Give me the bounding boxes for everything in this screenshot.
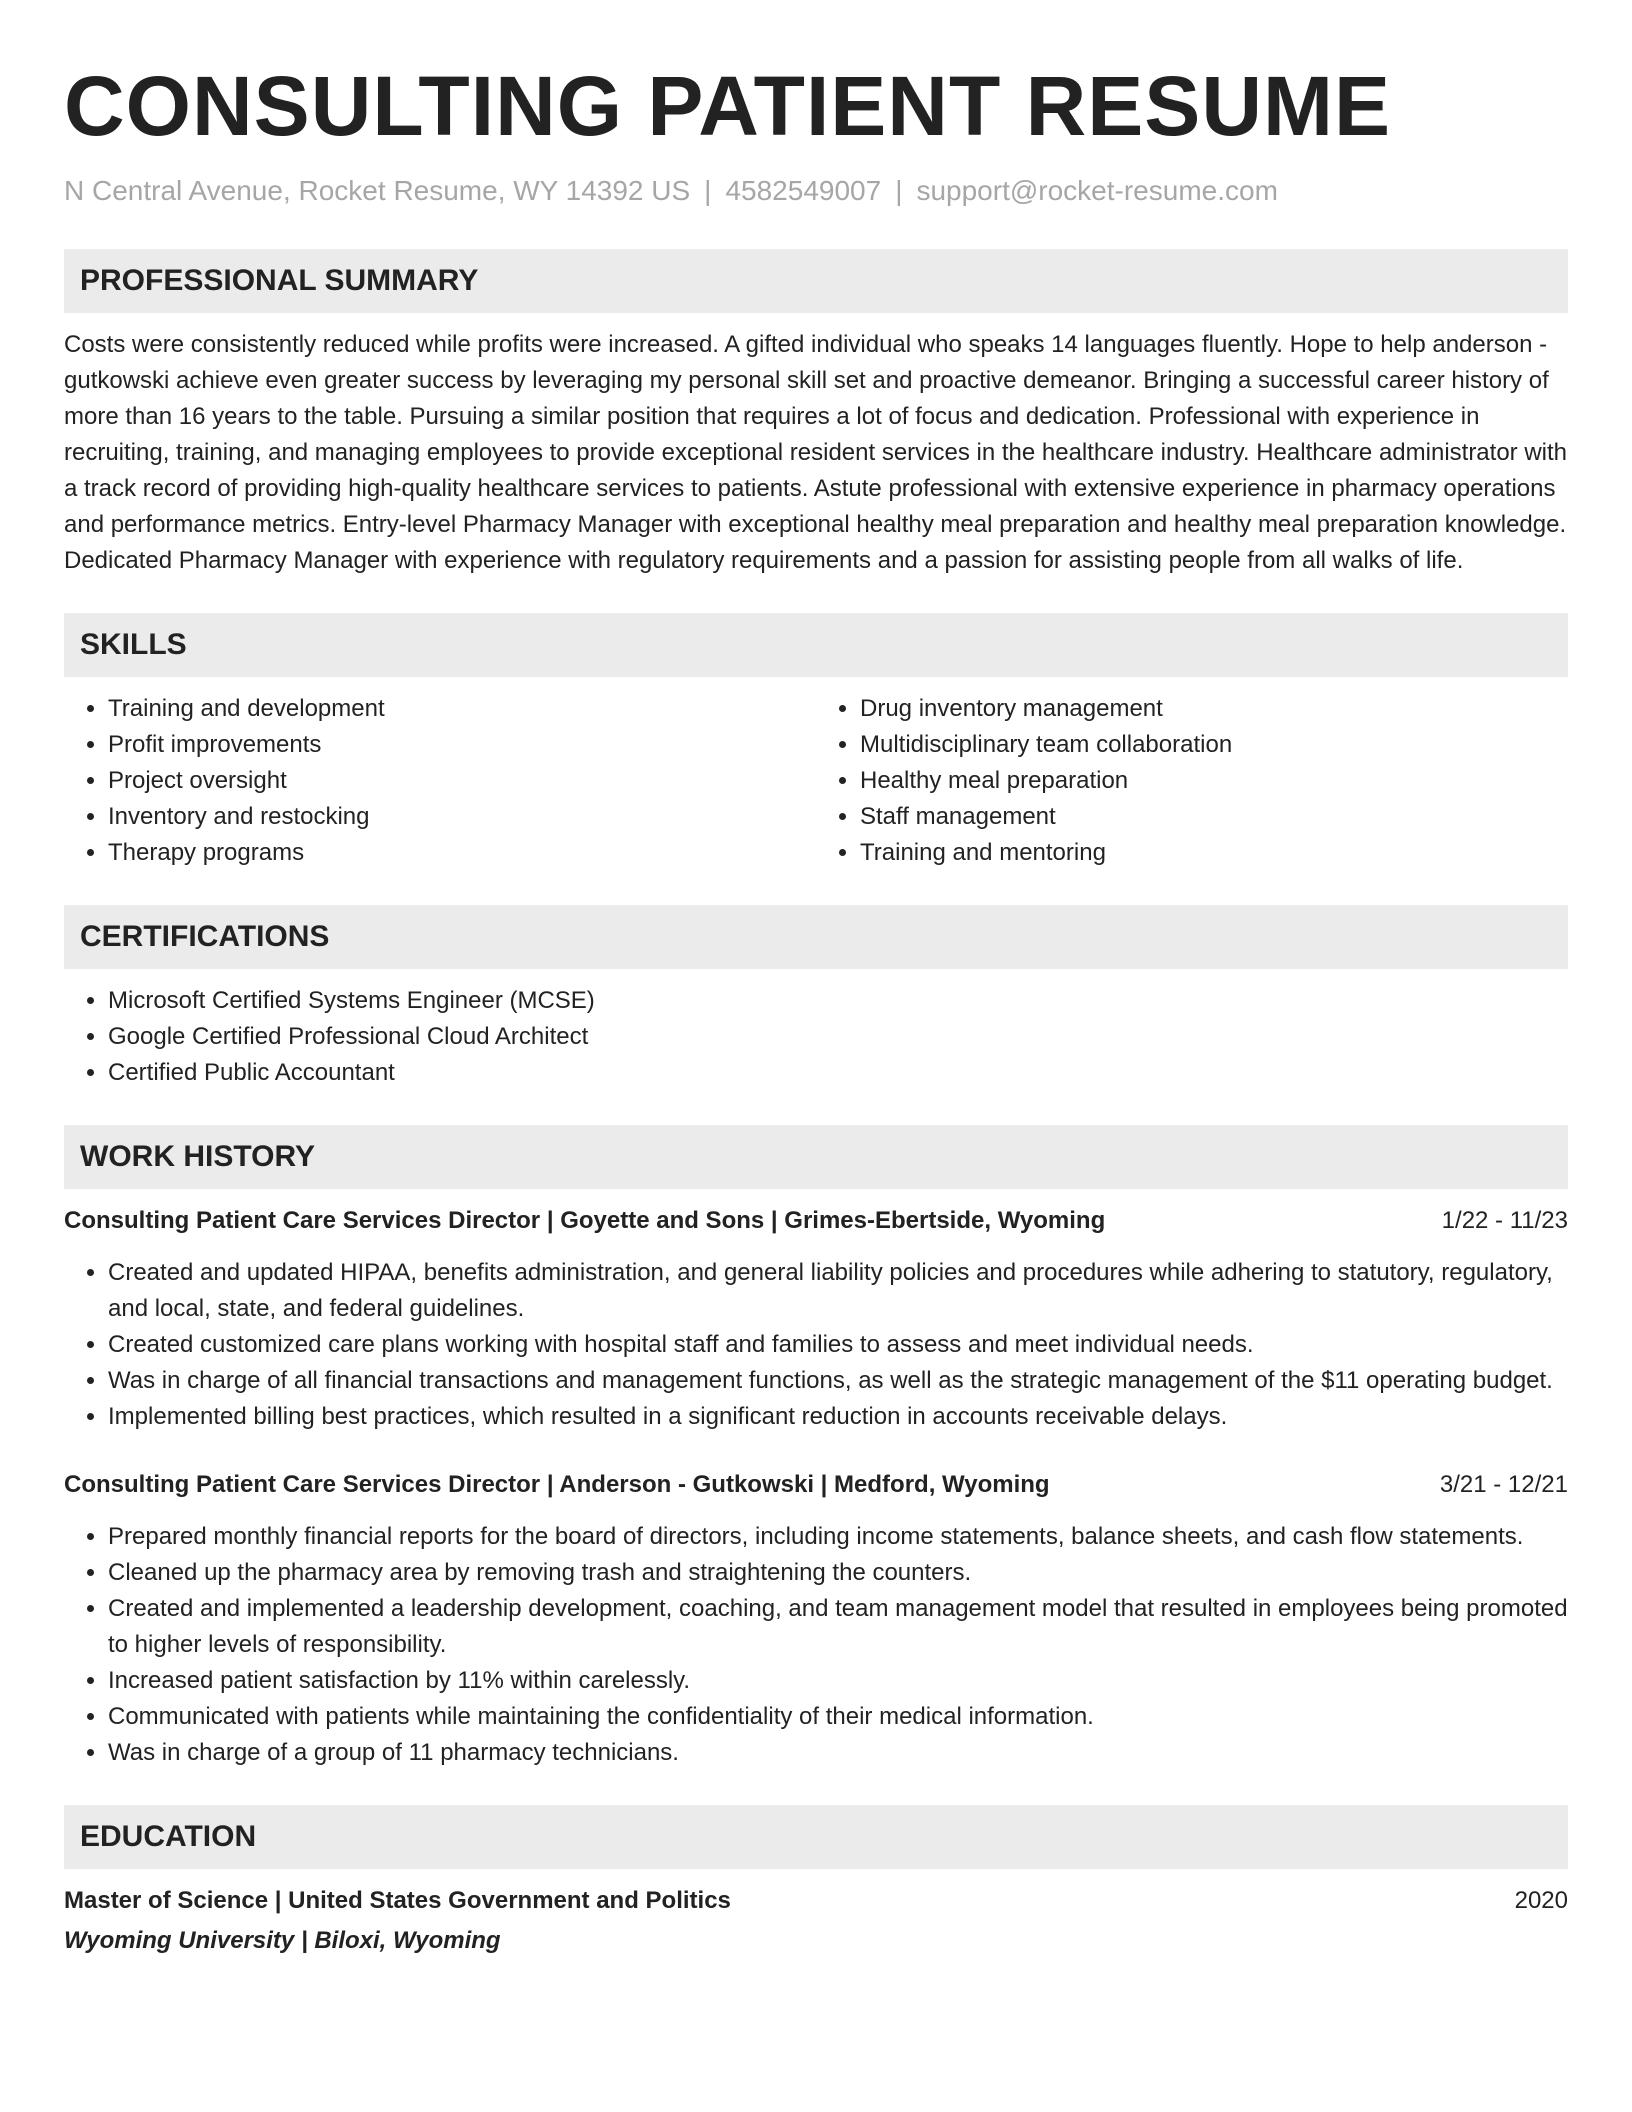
contact-line: [64, 174, 1568, 208]
education-year: 2020: [1514, 1886, 1568, 1914]
job-bullet: • Created and implemented a leadership development, coaching, and team management model that resulted in employees being promoted to higher levels of responsibility.: [108, 1591, 1568, 1663]
job-bullet: • Was in charge of all financial transactions and management functions, as well as the strategic management of the $11 operating budget.: [108, 1363, 1568, 1399]
summary-heading: PROFESSIONAL SUMMARY: [64, 249, 1568, 313]
job-title: Consulting Patient Care Services Director | Goyette and Sons | Grimes-Ebertside, Wyoming: [64, 1206, 1106, 1234]
education-section: [64, 1805, 1568, 1959]
job-bullets: [64, 1255, 1568, 1435]
skill-item: • Training and development: [108, 691, 816, 727]
job-dates: 1/22 - 11/23: [1441, 1206, 1568, 1234]
job-bullet: • Communicated with patients while maintaining the confidentiality of their medical information.: [108, 1699, 1568, 1735]
job-bullets: [64, 1519, 1568, 1771]
skill-item: • Training and mentoring: [860, 835, 1568, 871]
skill-item: • Project oversight: [108, 763, 816, 799]
certifications-section: [64, 905, 1568, 1091]
contact-email: support@rocket-resume.com: [916, 175, 1278, 206]
job-bullet: • Created and updated HIPAA, benefits administration, and general liability policies and procedures while adhering to statutory, regulatory, and local, state, and federal guidelines.: [108, 1255, 1568, 1327]
certification-item: • Google Certified Professional Cloud Architect: [108, 1019, 1568, 1055]
job-dates: 3/21 - 12/21: [1439, 1470, 1568, 1498]
skill-item: • Staff management: [860, 799, 1568, 835]
job-bullet: • Cleaned up the pharmacy area by removing trash and straightening the counters.: [108, 1555, 1568, 1591]
certification-item: • Microsoft Certified Systems Engineer (MCSE): [108, 983, 1568, 1019]
education-school: Wyoming University | Biloxi, Wyoming: [64, 1926, 501, 1954]
summary-text: Costs were consistently reduced while profits were increased. A gifted individual who speaks 14 languages fluently. Hope to help anderson - gutkowski achieve even greater success by leveraging my personal skill set and proactive demeanor. Bringing a successful career history of more than 16 years to the table. Pursuing a similar position that requires a lot of focus and dedication. Professional with experience in recruiting, training, and managing employees to provide exceptional resident services in the healthcare industry. Healthcare administrator with a track record of providing high-quality healthcare services to patients. Astute professional with extensive experience in pharmacy operations and performance metrics. Entry-level Pharmacy Manager with exceptional healthy meal preparation and healthy meal preparation knowledge. Dedicated Pharmacy Manager with experience with regulatory requirements and a passion for assisting people from all walks of life.: [64, 330, 1568, 574]
job-bullet: • Implemented billing best practices, which resulted in a significant reduction in accounts receivable delays.: [108, 1399, 1568, 1435]
summary-section: [64, 249, 1568, 579]
skill-item: • Profit improvements: [108, 727, 816, 763]
certifications-heading: CERTIFICATIONS: [64, 905, 1568, 969]
contact-phone: 4582549007: [725, 175, 882, 206]
job-header: [64, 1467, 1568, 1503]
job-entry: [64, 1203, 1568, 1435]
certification-item: • Certified Public Accountant: [108, 1055, 1568, 1091]
contact-separator: |: [895, 175, 903, 206]
skill-item: • Healthy meal preparation: [860, 763, 1568, 799]
skills-list-left: [64, 691, 816, 871]
job-bullet: • Was in charge of a group of 11 pharmacy technicians.: [108, 1735, 1568, 1771]
skills-list-right: [816, 691, 1568, 871]
job-bullet: • Prepared monthly financial reports for the board of directors, including income statements, balance sheets, and cash flow statements.: [108, 1519, 1568, 1555]
skills-section: [64, 613, 1568, 871]
education-heading: EDUCATION: [64, 1805, 1568, 1869]
contact-address: N Central Avenue, Rocket Resume, WY 14392 US: [64, 175, 691, 206]
resume-name: CONSULTING PATIENT RESUME: [64, 59, 1391, 153]
skills-heading: SKILLS: [64, 613, 1568, 677]
job-header: [64, 1203, 1568, 1239]
skill-item: • Inventory and restocking: [108, 799, 816, 835]
work-heading: WORK HISTORY: [64, 1125, 1568, 1189]
job-bullet: • Created customized care plans working with hospital staff and families to assess and meet individual needs.: [108, 1327, 1568, 1363]
skills-grid: [64, 691, 1568, 871]
contact-separator: |: [704, 175, 712, 206]
skill-item: • Multidisciplinary team collaboration: [860, 727, 1568, 763]
certifications-list: [64, 983, 1568, 1091]
skill-item: • Therapy programs: [108, 835, 816, 871]
work-section: [64, 1125, 1568, 1771]
job-entry: [64, 1467, 1568, 1771]
job-bullet: • Increased patient satisfaction by 11% within carelessly.: [108, 1663, 1568, 1699]
job-title: Consulting Patient Care Services Director | Anderson - Gutkowski | Medford, Wyoming: [64, 1470, 1050, 1498]
education-degree: Master of Science | United States Government and Politics: [64, 1886, 731, 1914]
education-row: [64, 1883, 1568, 1919]
skill-item: • Drug inventory management: [860, 691, 1568, 727]
